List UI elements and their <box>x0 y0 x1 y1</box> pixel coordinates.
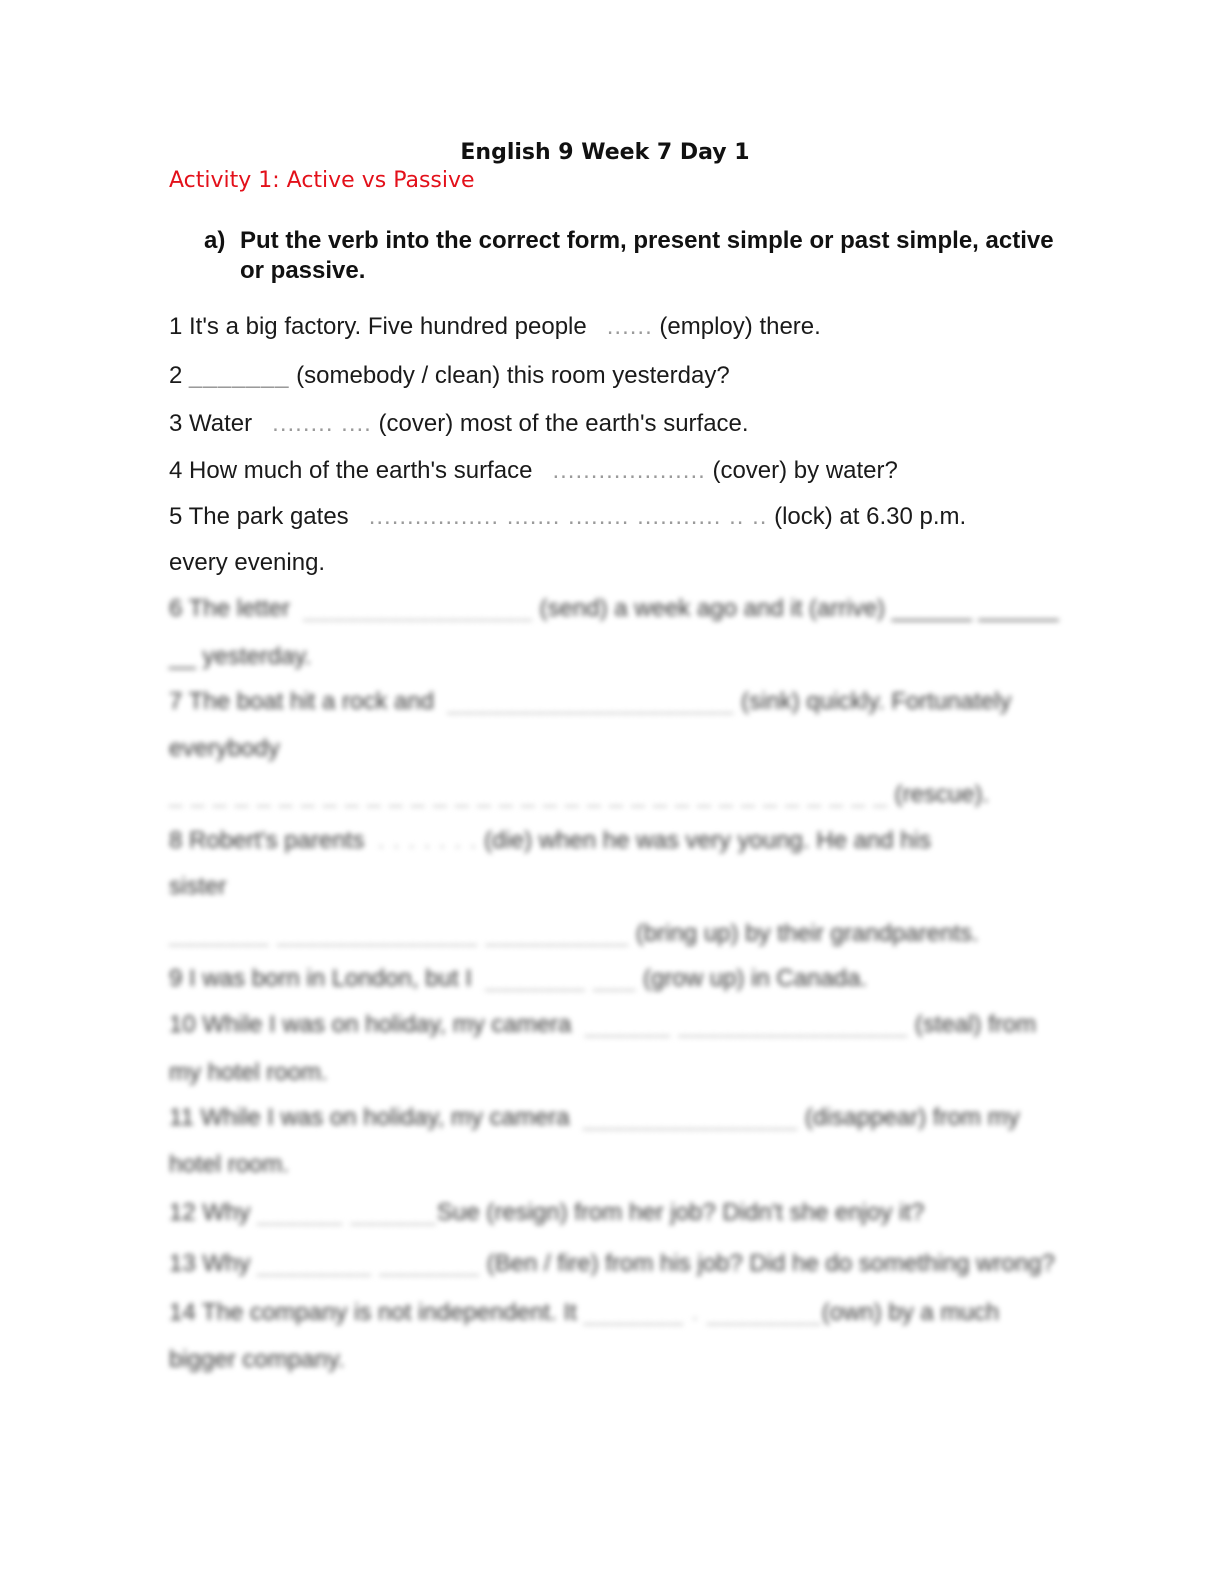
exercise-line: 5 The park gates ................. ....... ........ ........... .. .. (lock) at 6.30 p.m. <box>169 503 967 530</box>
exercise-line: 13 Why ________ _______ (Ben / fire) from his job? Did he do something wrong? <box>169 1250 1055 1277</box>
exercise-line: 9 I was born in London, but I _______ ___ (grow up) in Canada. <box>169 965 868 992</box>
activity-heading: Activity 1: Active vs Passive <box>169 168 475 193</box>
answer-blank[interactable]: ________________ <box>303 595 533 622</box>
exercise-line: 12 Why ______ ______Sue (resign) from her job? Didn't she enjoy it? <box>169 1199 925 1226</box>
exercise-line: sister <box>169 873 227 900</box>
answer-blank[interactable]: ______ ______ <box>257 1199 437 1226</box>
exercise-line: _______ ______________ __________ (bring up) by their grandparents. <box>169 920 979 947</box>
exercise-line: 7 The boat hit a rock and ____________________ (sink) quickly. Fortunately <box>169 688 1012 715</box>
answer-blank[interactable]: ________ _______ <box>257 1250 480 1277</box>
exercise-line: 3 Water ........ .... (cover) most of the earth's surface. <box>169 410 749 437</box>
exercise-line: 11 While I was on holiday, my camera _______________ (disappear) from my <box>169 1104 1020 1131</box>
answer-blank[interactable]: . . . . . . . <box>377 827 478 854</box>
answer-blank[interactable]: _______ ___ <box>485 965 637 992</box>
exercise-line: __ yesterday. <box>169 643 312 670</box>
answer-blank[interactable]: _______ <box>189 362 290 389</box>
instruction-text: Put the verb into the correct form, present simple or past simple, active or passive. <box>240 227 1054 284</box>
exercise-line: every evening. <box>169 549 326 576</box>
answer-blank[interactable]: ____________________ <box>447 688 735 715</box>
instruction <box>204 226 1064 286</box>
page-title: English 9 Week 7 Day 1 <box>460 140 750 165</box>
exercise-line: hotel room. <box>169 1151 290 1178</box>
instruction-marker: a) <box>204 227 226 254</box>
exercise-line: 4 How much of the earth's surface .................... (cover) by water? <box>169 457 898 484</box>
answer-blank[interactable]: _______ ______________ __________ <box>169 920 630 947</box>
answer-blank[interactable]: ........ .... <box>272 410 372 437</box>
exercise-line: everybody <box>169 735 280 762</box>
exercise-line: 6 The letter ________________ (send) a week ago and it (arrive) ______ ______ <box>169 595 1059 622</box>
answer-blank[interactable]: .................... <box>552 457 706 484</box>
exercise-line: my hotel room. <box>169 1059 328 1086</box>
exercise-line: 1 It's a big factory. Five hundred people ...... (employ) there. <box>169 313 821 340</box>
answer-blank[interactable]: _ _ _ _ _ _ _ _ _ _ _ _ _ _ _ _ _ _ _ _ _ _ _ _ _ _ _ _ _ _ _ _ _ <box>169 781 888 808</box>
exercise-line: bigger company. <box>169 1346 345 1373</box>
answer-blank[interactable]: ...... <box>606 313 653 340</box>
exercise-line: 8 Robert's parents . . . . . . . (die) when he was very young. He and his <box>169 827 931 854</box>
answer-blank[interactable]: ______ ________________ <box>584 1011 909 1038</box>
answer-blank[interactable]: _______ . ________ <box>583 1299 822 1326</box>
exercise-line: 10 While I was on holiday, my camera ______ ________________ (steal) from <box>169 1011 1037 1038</box>
answer-blank[interactable]: ................. ....... ........ ........... .. .. <box>368 503 768 530</box>
answer-blank[interactable]: _______________ <box>582 1104 799 1131</box>
exercise-line: _ _ _ _ _ _ _ _ _ _ _ _ _ _ _ _ _ _ _ _ _ _ _ _ _ _ _ _ _ _ _ _ _ (rescue). <box>169 781 990 808</box>
exercise-line: 2 _______ (somebody / clean) this room yesterday? <box>169 362 730 389</box>
exercise-line: 14 The company is not independent. It _______ . ________(own) by a much <box>169 1299 1000 1326</box>
